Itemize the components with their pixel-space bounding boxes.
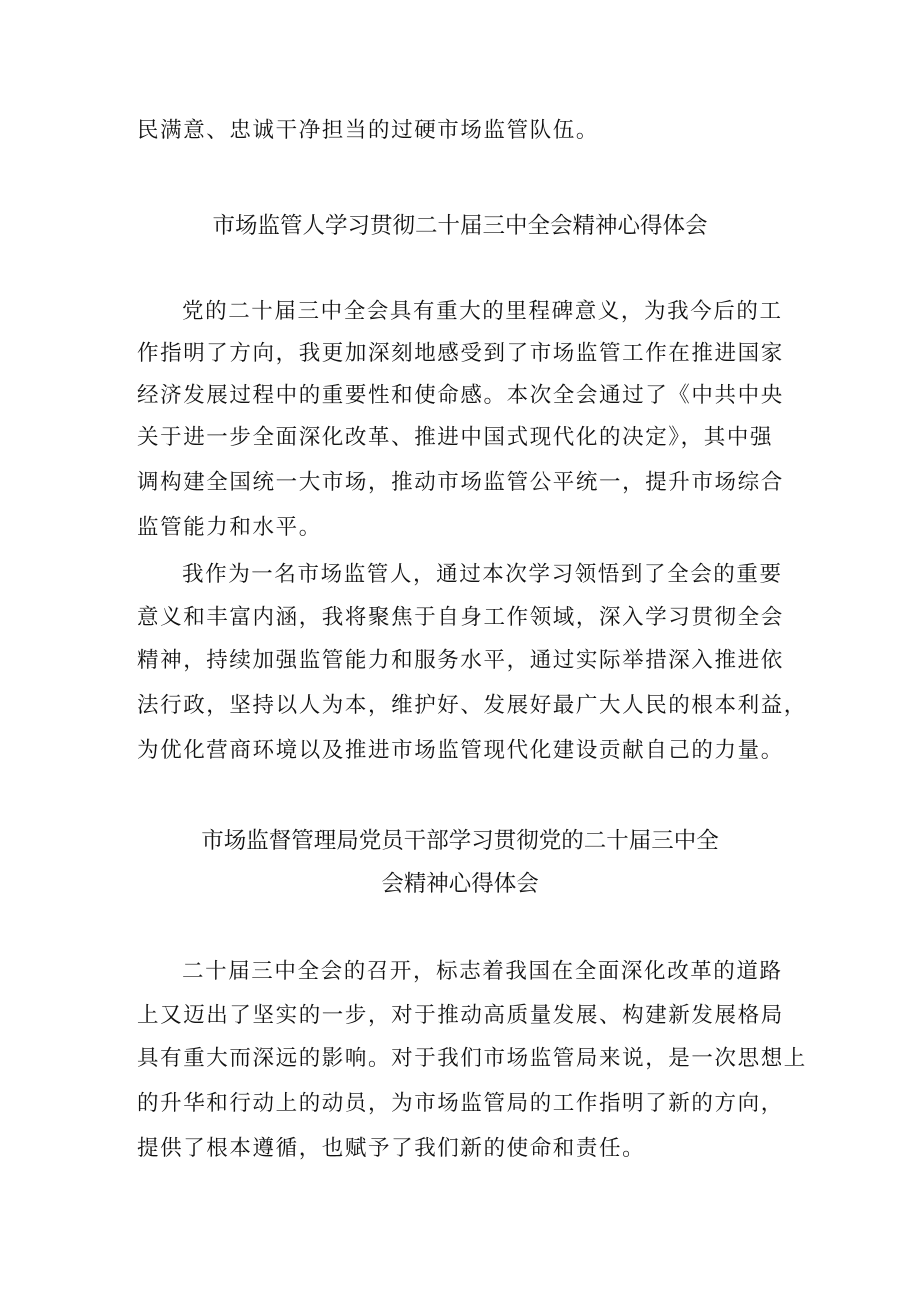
paragraph-line: 我作为一名市场监管人，通过本次学习领悟到了全会的重要 (182, 562, 783, 587)
paragraph-line: 法行政，坚持以人为本，维护好、发展好最广大人民的根本利益， (137, 693, 807, 718)
paragraph-line: 民满意、忠诚干净担当的过硬市场监管队伍。 (137, 118, 600, 143)
section-title-line: 会精神心得体会 (381, 871, 539, 897)
paragraph-line: 党的二十届三中全会具有重大的里程碑意义，为我今后的工 (182, 299, 783, 324)
paragraph-line: 精神，持续加强监管能力和服务水平，通过实际举措深入推进依 (137, 648, 784, 673)
paragraph-line: 作指明了方向，我更加深刻地感受到了市场监管工作在推进国家 (137, 341, 784, 366)
paragraph-line: 意义和丰富内涵，我将聚焦于自身工作领域，深入学习贯彻全会 (137, 605, 784, 630)
paragraph-line: 监管能力和水平。 (137, 515, 322, 540)
paragraph-line: 关于进一步全面深化改革、推进中国式现代化的决定》，其中强 (137, 425, 774, 450)
section-title: 市场监管人学习贯彻二十届三中全会精神心得体会 (212, 213, 708, 239)
paragraph-line: 二十届三中全会的召开，标志着我国在全面深化改革的道路 (182, 959, 783, 984)
paragraph-line: 具有重大而深远的影响。对于我们市场监管局来说，是一次思想上 (137, 1046, 807, 1071)
paragraph-line: 为优化营商环境以及推进市场监管现代化建设贡献自己的力量。 (137, 738, 784, 763)
paragraph-line: 提供了根本遵循，也赋予了我们新的使命和责任。 (137, 1136, 646, 1161)
paragraph-line: 上又迈出了坚实的一步，对于推动高质量发展、构建新发展格局 (137, 1003, 784, 1028)
paragraph-line: 经济发展过程中的重要性和使命感。本次全会通过了《中共中央 (137, 383, 784, 408)
paragraph-line: 调构建全国统一大市场，推动市场监管公平统一，提升市场综合 (137, 470, 784, 495)
paragraph-line: 的升华和行动上的动员，为市场监管局的工作指明了新的方向， (137, 1091, 784, 1116)
section-title-line: 市场监督管理局党员干部学习贯彻党的二十届三中全 (201, 828, 719, 854)
